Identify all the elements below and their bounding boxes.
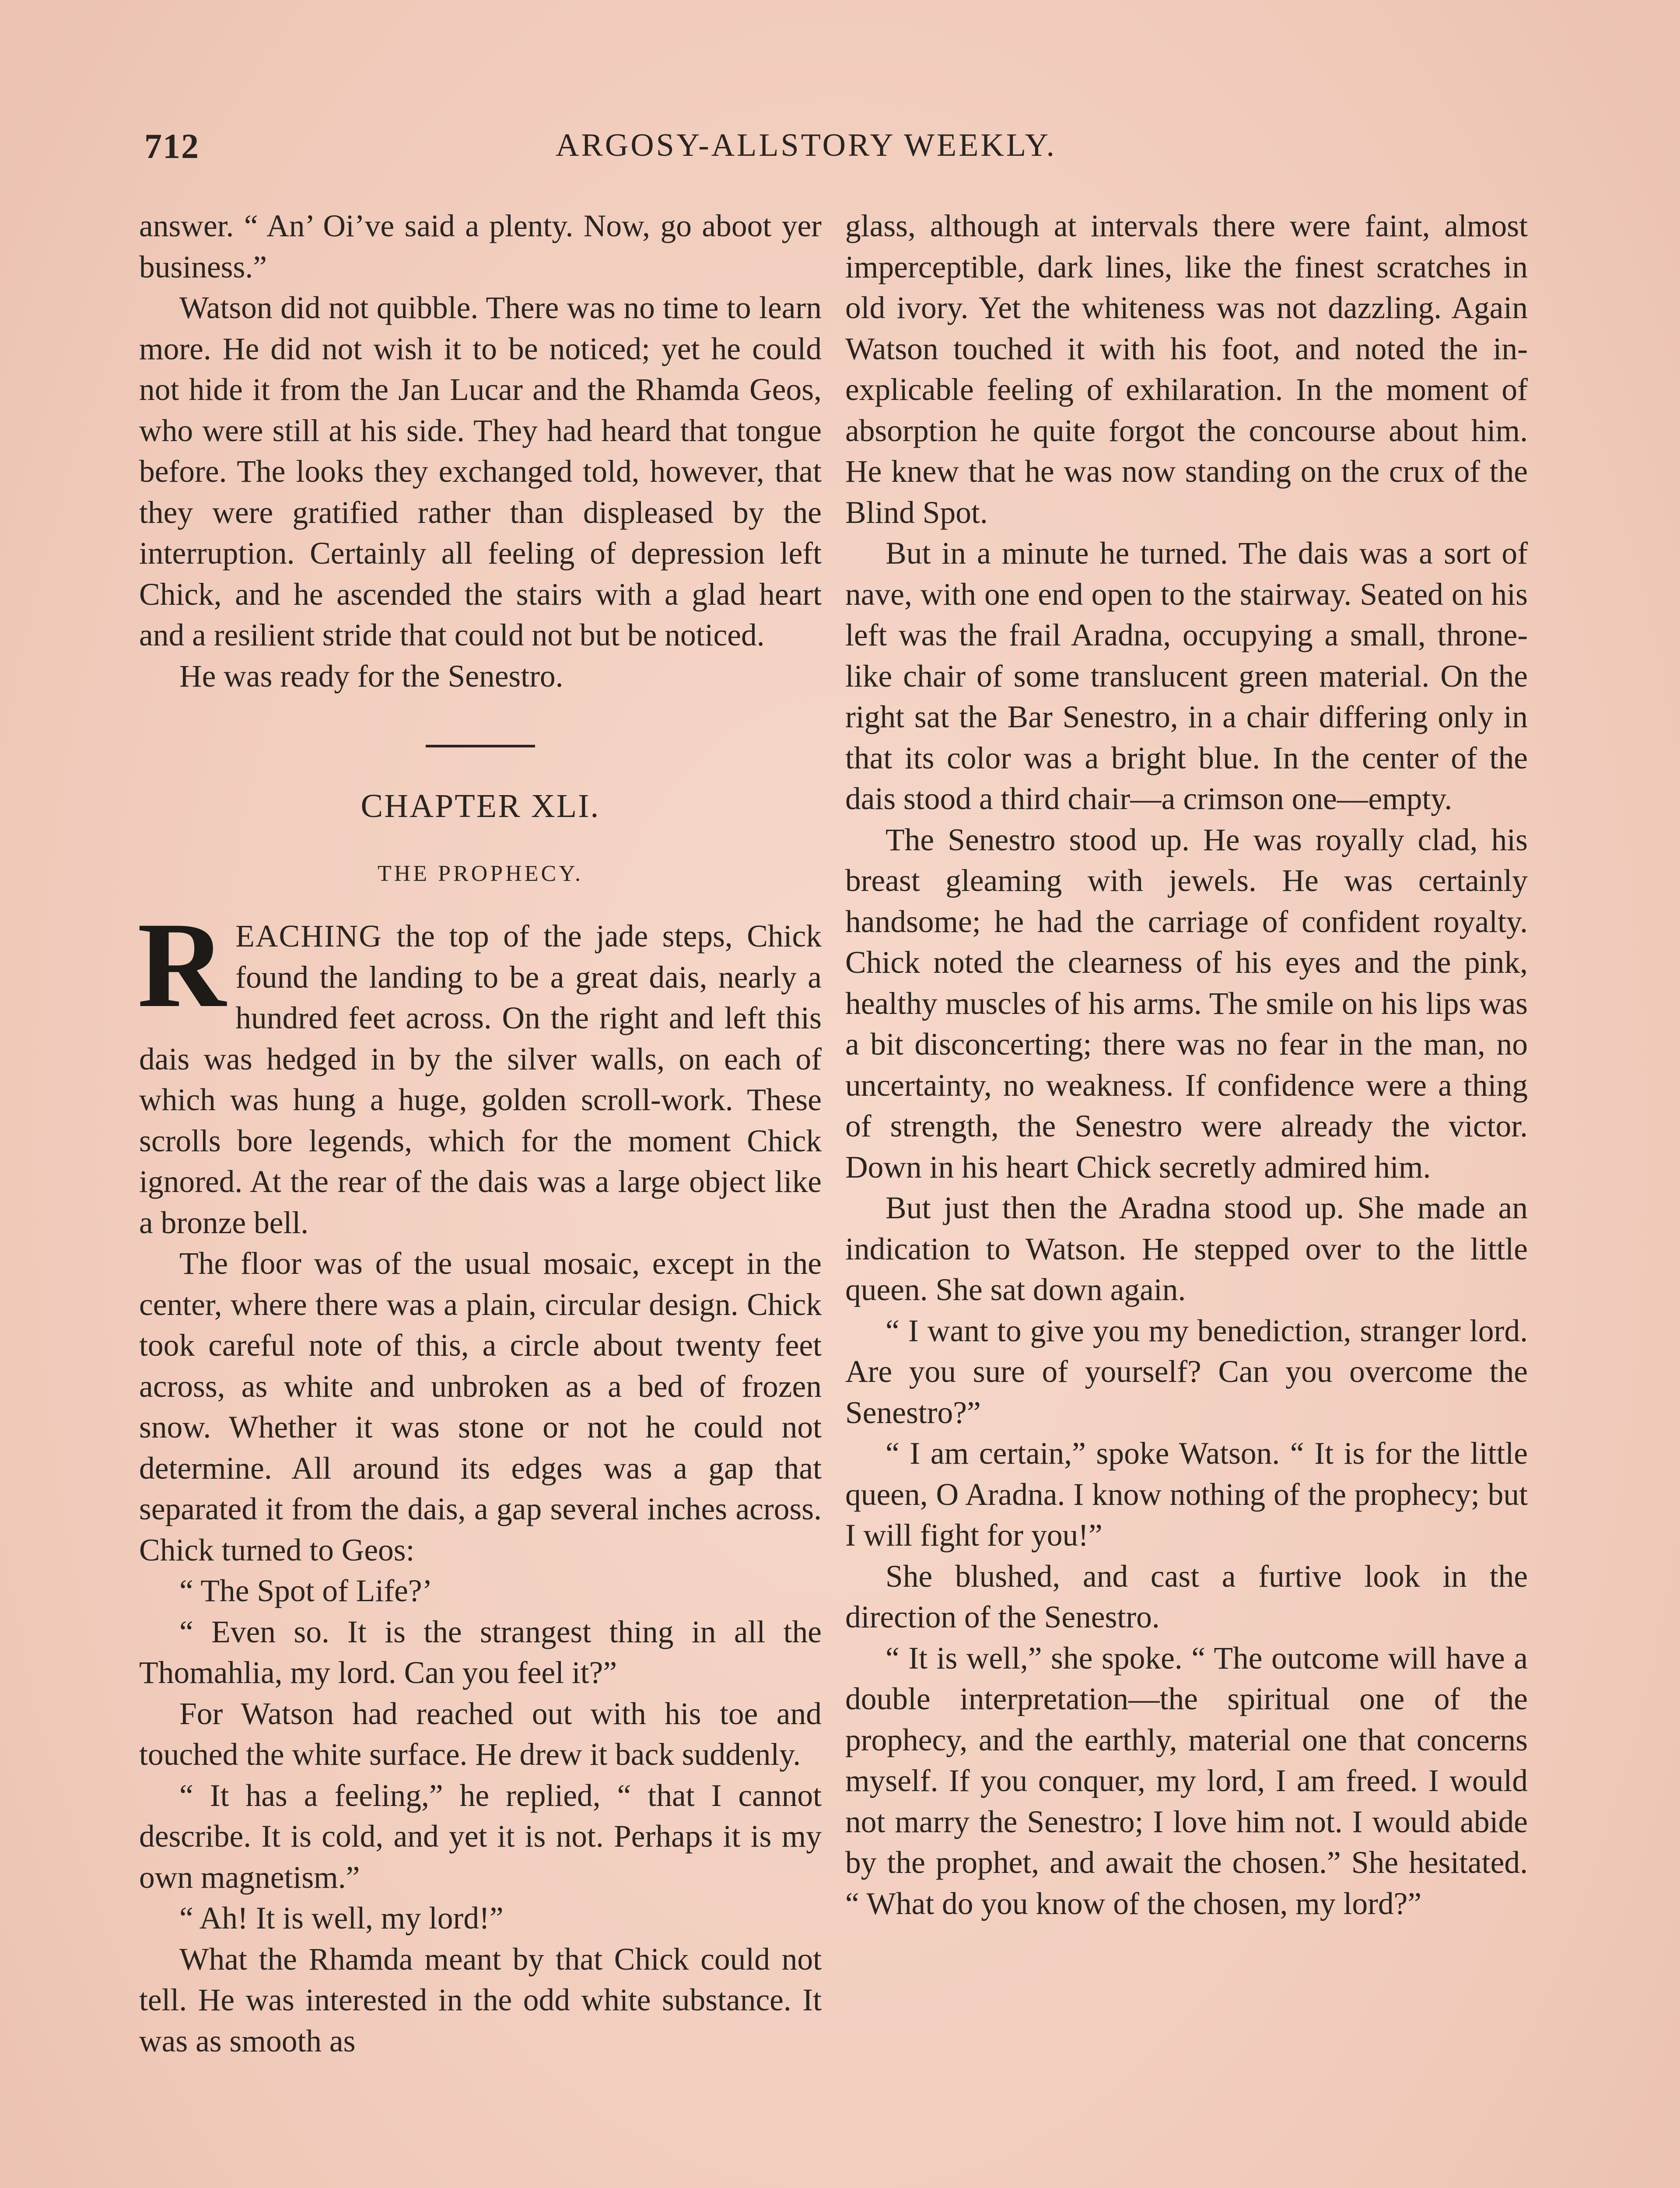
running-head bbox=[136, 127, 1540, 175]
magazine-title: ARGOSY-ALLSTORY WEEKLY. bbox=[556, 127, 1057, 163]
paragraph: Watson did not quibble. There was no time to learn more. He did not wish it to be noticed; yet he could not hide it from the Jan Lucar and the Rhamda Geos, who were still at his side. They had heard that tongue before. The looks they exchanged told, however, that they were gratified rather than displeased by the interruption. Certainly all feeling of depression left Chick, and he ascended the stairs with a glad heart and a resilient stride that could not but be noticed. bbox=[139, 291, 822, 652]
chapter-subtitle: THE PROPHECY. bbox=[377, 861, 583, 886]
chapter-heading: CHAPTER XLI. bbox=[360, 788, 600, 824]
paragraph: But just then the Aradna stood up. She made an indication to Watson. He stepped over to the little queen. She sat down again. bbox=[845, 1191, 1528, 1307]
paragraph: “ It is well,” she spoke. “ The outcome will have a double interpretation—the spiritual one of the prophecy, and the earthly, material one that concerns myself. If you conquer, my lord, I am freed. I would not marry the Senestro; I love him not. I would abide by the prophet, and await the chosen.” She hesitated. “ What do you know of the chosen, my lord?” bbox=[845, 1641, 1528, 1921]
paragraph: She blushed, and cast a furtive look in the direction of the Senestro. bbox=[845, 1559, 1528, 1634]
paragraph: glass, although at intervals there were faint, almost imperceptible, dark lines, like the finest scratches in old ivory. Yet the whiteness was not dazzling. Again Watson touched it with his foot, and noted the inexplicable feeling of exhilaration. In the moment of absorption he quite forgot the concourse about him. He knew that he was now standing on the crux of the Blind Spot. bbox=[845, 209, 1528, 530]
paragraph: “ Ah! It is well, my lord!” bbox=[179, 1901, 504, 1936]
paragraph-text: the top of the jade steps, Chick found the landing to be a great dais, nearly a hundred feet across. On the right and left this dais was hedged in by the silver walls, on each of which was hung a huge, golden scroll-work. These scrolls bore legends, which for the moment Chick ignored. At the rear of the dais was a large object like a bronze bell. bbox=[139, 919, 822, 1240]
paragraph: The floor was of the usual mosaic, except in the center, where there was a plain, circular design. Chick took careful note of this, a circle about twenty feet across, as white and unbroken as a bed of frozen snow. Whether it was stone or not he could not determine. All around its edges was a gap that separated it from the dais, a gap several inches across. Chick turned to Geos: bbox=[139, 1246, 822, 1567]
paragraph: “ I want to give you my benediction, stranger lord. Are you sure of yourself? Can you overcome the Senestro?” bbox=[845, 1313, 1528, 1430]
left-column bbox=[139, 206, 822, 2062]
paragraph: “ The Spot of Life?’ bbox=[179, 1574, 433, 1608]
paragraph: “ Even so. It is the strangest thing in all the Thomahlia, my lord. Can you feel it?” bbox=[139, 1614, 822, 1690]
paragraph: For Watson had reached out with his toe and touched the white surface. He drew it back suddenly. bbox=[139, 1696, 822, 1772]
drop-cap: R bbox=[137, 897, 226, 1033]
right-column bbox=[845, 206, 1528, 1924]
paragraph: “ It has a feeling,” he replied, “ that I cannot describe. It is cold, and yet it is not. Perhaps it is my own magnetism.” bbox=[139, 1778, 822, 1895]
section-divider bbox=[426, 745, 535, 747]
paragraph: answer. “ An’ Oi’ve said a plenty. Now, go aboot yer business.” bbox=[139, 209, 822, 284]
paragraph: “ I am certain,” spoke Watson. “ It is for the little queen, O Aradna. I know nothing of the prophecy; but I will fight for you!” bbox=[845, 1436, 1528, 1553]
paragraph: The Senestro stood up. He was royally clad, his breast gleaming with jewels. He was certainly handsome; he had the carriage of confident royalty. Chick noted the clearness of his eyes and the pink, healthy muscles of his arms. The smile on his lips was a bit disconcerting; there was no fear in the man, no uncertainty, no weakness. If confidence were a thing of strength, the Senestro were already the victor. Down in his heart Chick secretly admired him. bbox=[845, 822, 1528, 1185]
paragraph: But in a minute he turned. The dais was a sort of nave, with one end open to the stairway. Seated on his left was the frail Aradna, occupying a small, thronelike chair of some translucent green material. On the right sat the Bar Senestro, in a chair differing only in that its color was a bright blue. In the center of the dais stood a third chair—a crimson one—empty. bbox=[845, 536, 1528, 816]
page-number: 712 bbox=[144, 127, 200, 166]
opening-word: EACHING bbox=[235, 919, 382, 954]
paragraph: He was ready for the Senestro. bbox=[179, 659, 564, 694]
opening-paragraph bbox=[137, 897, 822, 1243]
paragraph: What the Rhamda meant by that Chick could not tell. He was interested in the odd white substance. It was as smooth as bbox=[139, 1942, 822, 2058]
